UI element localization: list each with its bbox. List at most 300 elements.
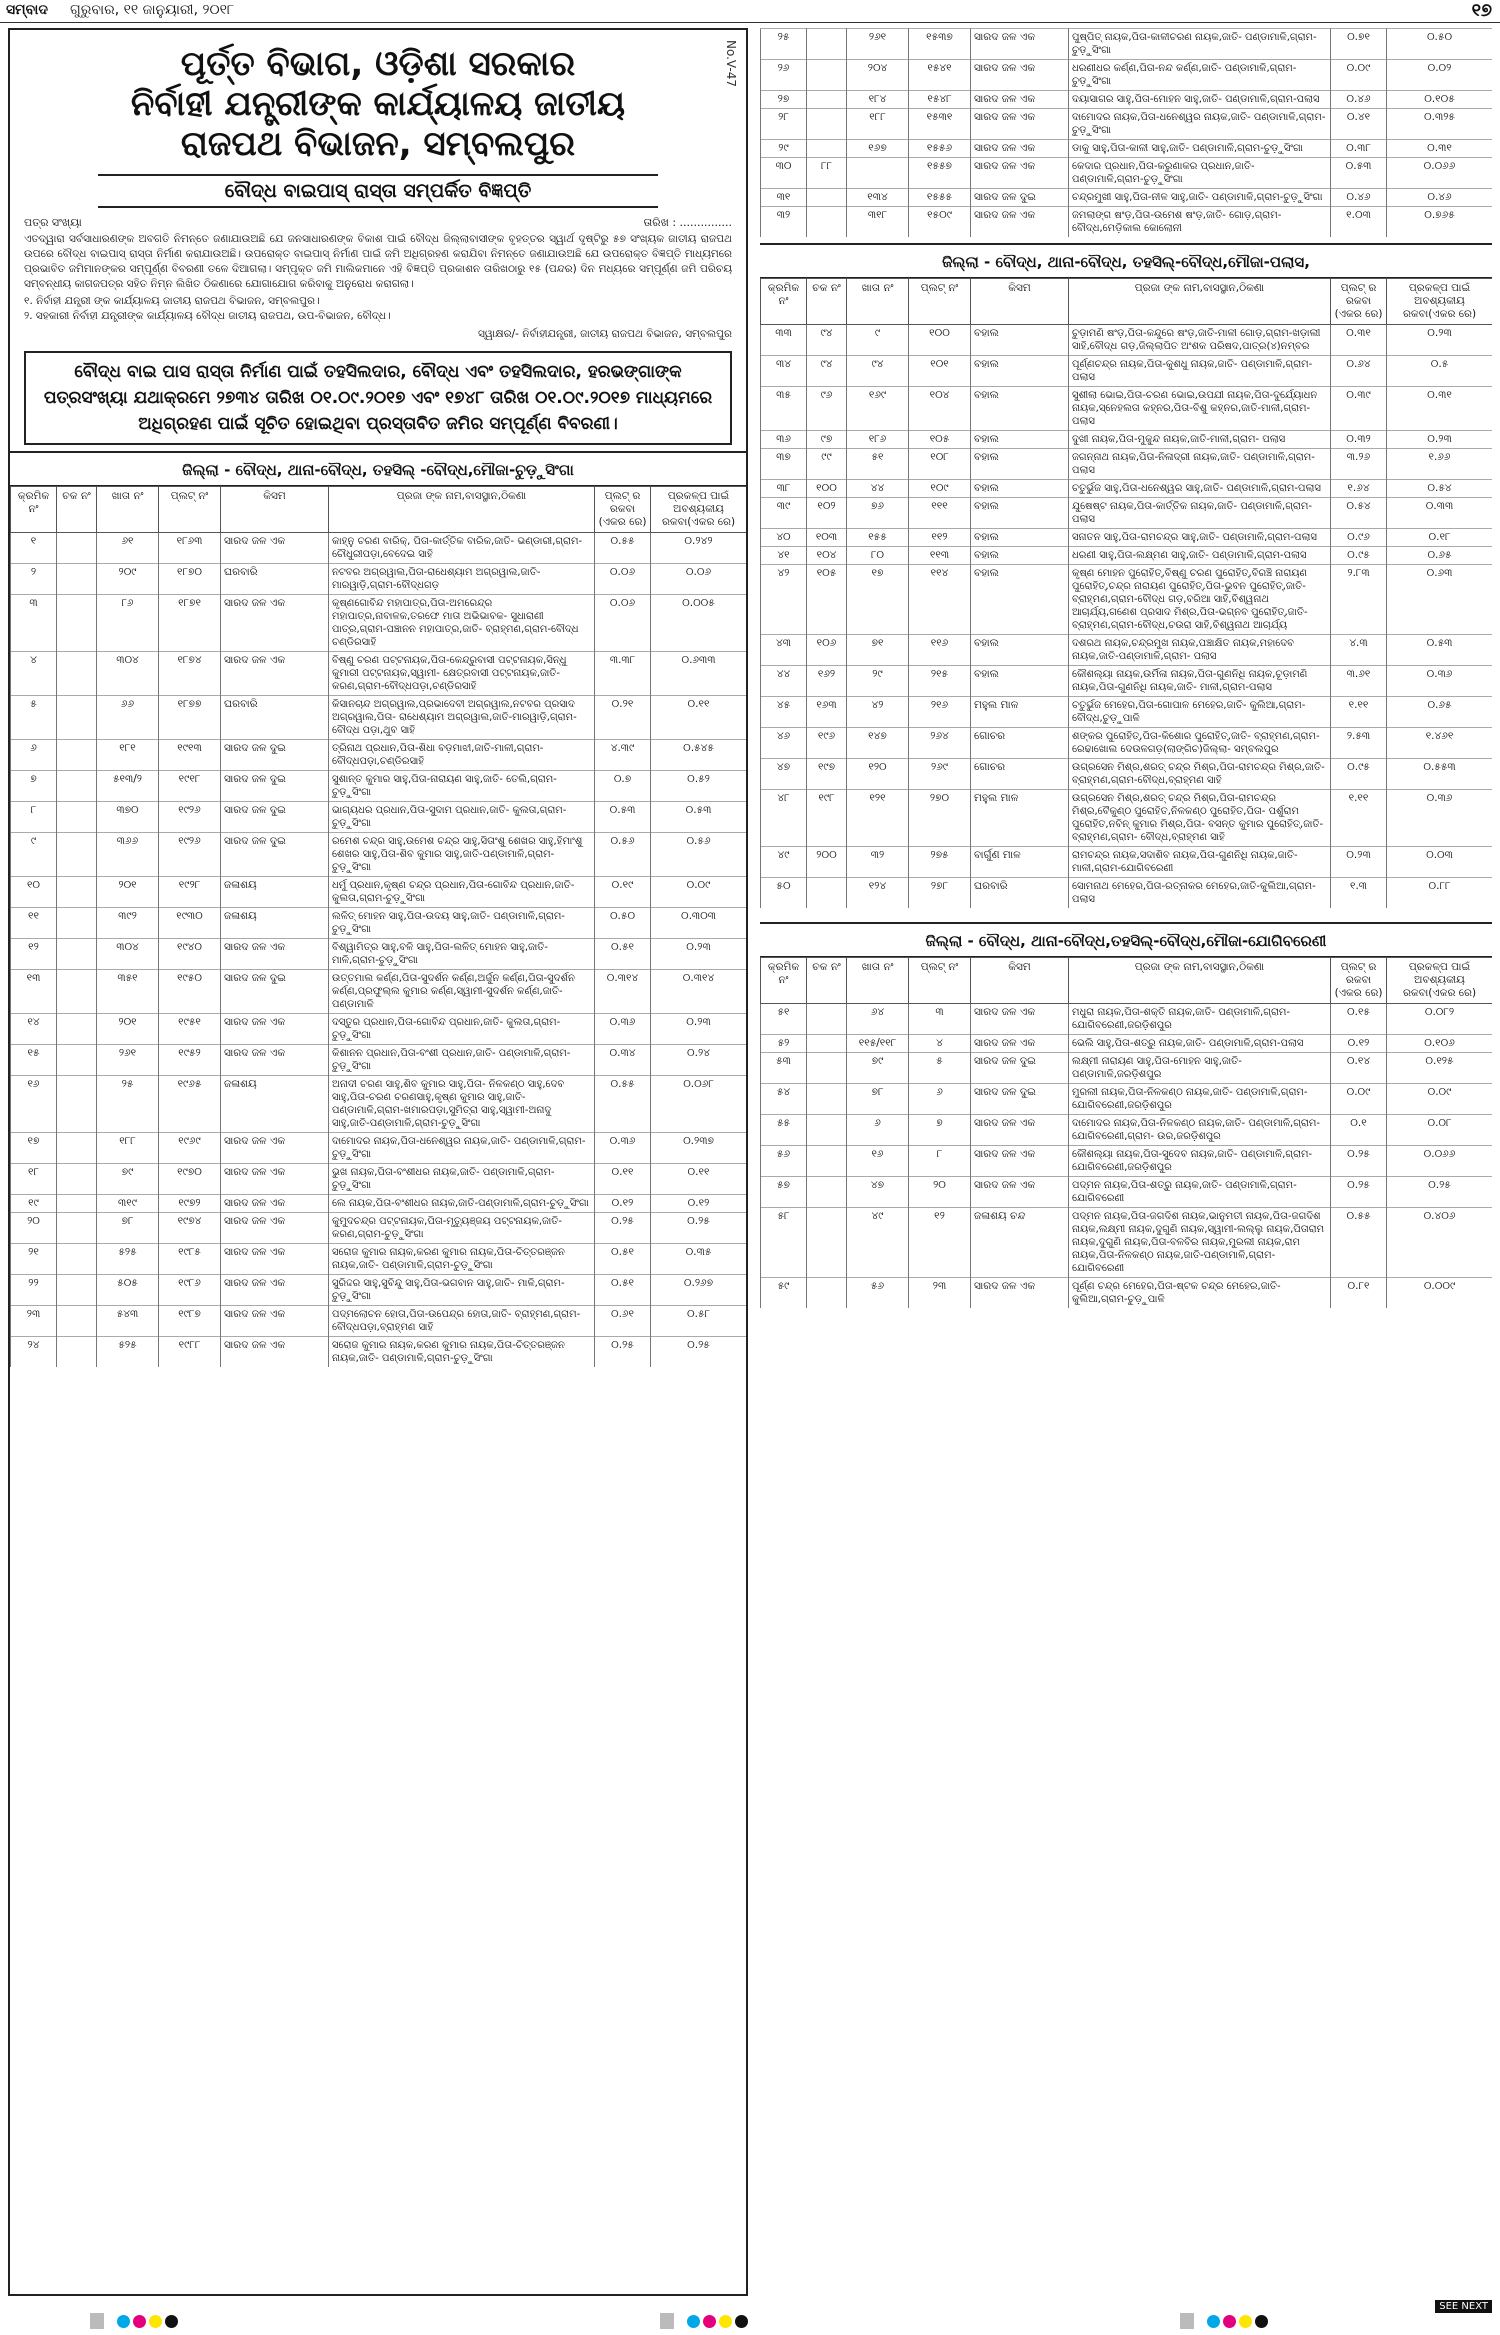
table-cell: ମୁରଲୀ ନାୟକ,ପିତା-ନିଳକଣ୍ଠ ନାୟକ,ଜାତି- ପଣ୍ଡାମାଳି,ଗ୍ରାମ-ଯୋଗିବରେଣୀ,ଜରଡ଼ିଶପୁର [1069, 1084, 1331, 1115]
section-title: ଜିଲ୍ଲା - ବୌଦ୍ଧ, ଥାନା-ବୌଦ୍ଧ,ତହସିଲ୍-ବୌଦ୍ଧ,ମୌଜା-ଯୋଗିବରେଣୀ [760, 922, 1492, 957]
table-cell: ୦.୧୨ [595, 1195, 651, 1213]
table-cell: ୨୬୧ [847, 29, 909, 60]
table-cell: ୦.୩୦୩ [651, 908, 747, 939]
table-cell: ୦.୩୬ [595, 1014, 651, 1045]
table-body [11, 533, 747, 1368]
table-cell: ୦.୩୮ [1331, 140, 1387, 158]
table-cell: ୦.୫୫୩ [1387, 759, 1493, 790]
table-row [11, 970, 747, 1014]
table-cell [807, 140, 847, 158]
table-cell: ୧୧୨ [909, 529, 971, 547]
table-cell: ୧୧୪ [909, 565, 971, 635]
table-cell: ୧୯୭୨ [159, 1195, 221, 1213]
table-cell [807, 1278, 847, 1309]
table-cell: ସରୋଜ କୁମାର ନାୟକ,କରଣ କୁମାର ନାୟକ,ପିତା-ଚିତ୍ତରଞ୍ଜନ ନାୟକ,ଜାତି- ପଣ୍ଡାମାଳି,ଗ୍ରାମ-ଚୁଡ଼ୁସିଂଗା [329, 1337, 595, 1368]
table-cell: ୦.୦୯ [1387, 1084, 1493, 1115]
table-cell: ସାରଦ ଜଳ ଏକ [971, 1035, 1069, 1053]
table-cell: ୧୩ [11, 970, 57, 1014]
column-header: ଚକ ନଂ [57, 487, 97, 533]
table-cell [57, 970, 97, 1014]
table-cell: ତ୍ରିନାଥ ପ୍ରଧାନ,ପିତା-ଶିଧା ବଡ଼ମାଝୀ,ଜାତି-ମାଳୀ,ଗ୍ରାମ-ବୌଦ୍ଧପଡ଼ା,ଚଣ୍ଡିରସାହି [329, 740, 595, 771]
table-cell: ୧୯୫୨ [159, 1045, 221, 1076]
table-cell: ସାରଦ ଜଳ ଏକ [971, 140, 1069, 158]
table-cell: ୧.୪୬୧ [1387, 728, 1493, 759]
table-body [761, 1004, 1493, 1309]
table-cell: ଜଳାଶୟ ଚନ୍ଦ [971, 1208, 1069, 1278]
table-cell: ଅନାଦୀ ଚରଣ ସାହୁ,ଶିବ କୁମାର ସାହୁ,ପିତା- ନିଳକଣ୍ଠ ସାହୁ,ଦେବ ସାହୁ,ପିତା-ଚରଣ ଚରଣସାହୁ,କୃଷ୍ଣ କୁମାର ସାହୁ,ଜାତି-ପଣ୍ଡାମାଳି,ଗ୍ରାମ-ଖମାରପଡ଼ା,ସୁମିତ୍ରା ସାହୁ,ସ୍ୱାମୀ-ଅନାଦୁ ସାହୁ,ଜାତି-ପଣ୍ଡାମାଳି,ଗ୍ରାମ-ଚୁଡ଼ୁସିଂଗା [329, 1076, 595, 1133]
table-cell: ୨୩ [11, 1306, 57, 1337]
table-cell: ସୁଶାନ୍ତ କୁମାର ସାହୁ,ପିତା-ନାରାୟଣ ସାହୁ,ଜାତି- ତେଲି,ଗ୍ରାମ-ଚୁଡ଼ୁସିଂଗା [329, 771, 595, 802]
table-cell: ନଟବର ଅଗ୍ରୱାଲ,ପିତା-ରାଧେଶ୍ୟାମ ଅଗ୍ରୱାଲ,ଜାତି-ମାରୱାଡ଼ି,ଗ୍ରାମ-ବୌଦ୍ଧଗଡ଼ [329, 564, 595, 595]
table-cell: ୧୯୪୦ [159, 939, 221, 970]
table-row [761, 449, 1493, 480]
table-cell: ବାର୍ଗୁଣ ମାଳ [971, 847, 1069, 878]
table-cell: ୦.୦୯ [651, 877, 747, 908]
table-cell [807, 189, 847, 207]
column-header: ପ୍ରକଳ୍ପ ପାଇଁ ଅବଶ୍ୟକୀୟ ରକବା(ଏକର ରେ) [1387, 958, 1493, 1004]
table-row [11, 652, 747, 696]
table-cell: ୫୨ [761, 1035, 807, 1053]
table-cell: ସାରଦ ଜଳ ଦୁଇ [971, 189, 1069, 207]
table-cell: ୨.୮୩ [1331, 565, 1387, 635]
black-dot [165, 2315, 178, 2328]
registration-square [1180, 2313, 1194, 2329]
table-cell: ୧୦୫ [909, 431, 971, 449]
table-cell: ୧୬୩ [807, 697, 847, 728]
table-cell: ୨୨ [11, 1275, 57, 1306]
table-cell: ୧୨୪ [847, 878, 909, 909]
table-cell [57, 1195, 97, 1213]
table-cell: ସାରଦ ଜଳ ଏକ [221, 1195, 329, 1213]
table-cell: ୦.୩୧୪ [595, 970, 651, 1014]
table-cell: ୦.୩୧ [1387, 140, 1493, 158]
table-cell: ଗୋଚର [971, 728, 1069, 759]
table-cell: ୦.୧୯ [595, 877, 651, 908]
table-cell: ୨୦୯ [97, 564, 159, 595]
table-cell: ବହାଲ [971, 666, 1069, 697]
table-cell: ୨୦୧ [97, 1014, 159, 1045]
table-cell: ୩୨ [761, 207, 807, 238]
table-cell: ୩୦୪ [97, 939, 159, 970]
table-cell: ସାରଦ ଜଳ ଦୁଇ [221, 771, 329, 802]
page-number: ୧୭ [1471, 0, 1492, 21]
table-row [761, 158, 1493, 189]
table-cell: ୧୭ [847, 565, 909, 635]
table-cell: ୦.୧୧ [651, 1164, 747, 1195]
table-cell: ୧୬ [847, 1146, 909, 1177]
table-cell: କୃଷ୍ଣଗୋବିନ୍ଦ ମହାପାତ୍ର,ପିତା-ଅମରେନ୍ଦ୍ର ମହାପାତ୍ର,ନାବାଳକ,ତରଫେ ମାତା ଅଭିଭାବକ- ସୁଧାରାଣୀ ପାତ୍ର,ଗ୍ରାମ-ପଞ୍ଚାନନ ମହାପାତ୍ର,ଜାତି- ବ୍ରାହ୍ମଣ,ଗ୍ରାମ-ବୌଦ୍ଧ ଚଣ୍ଡିରସାହି [329, 595, 595, 652]
table-row [11, 1164, 747, 1195]
table-cell: ୦.୩୪ [595, 1045, 651, 1076]
page-header [0, 0, 1500, 23]
table-cell: ୧୯୨୮ [159, 877, 221, 908]
table-cell: ୧୦୦ [909, 325, 971, 356]
table-cell: ସାରଦ ଜଳ ଏକ [971, 207, 1069, 238]
table-cell: ୦.୬୩ [1387, 565, 1493, 635]
table-cell: ୦.୮୧ [1331, 1278, 1387, 1309]
table-cell [807, 1146, 847, 1177]
table-cell: ୧୯୫୦ [159, 970, 221, 1014]
table-cell: ସାରଦ ଜଳ ଏକ [221, 1275, 329, 1306]
table-cell: ୦.୭୧ [1331, 29, 1387, 60]
table-row [761, 431, 1493, 449]
table-cell: ୬୧ [97, 533, 159, 564]
table-row [761, 387, 1493, 431]
table-cell: ଧରଣୀ ସାହୁ,ପିତା-ଲକ୍ଷ୍ମଣ ସାହୁ,ଜାତି- ପଣ୍ଡାମାଳି,ଗ୍ରାମ-ପଲାସ [1069, 547, 1331, 565]
table-cell: ୦.୦୬୮ [651, 1076, 747, 1133]
table-row [761, 666, 1493, 697]
table-cell: ୧୮୭୧ [159, 595, 221, 652]
table-row [11, 696, 747, 740]
table-cell: ୨୦୦ [807, 847, 847, 878]
table-cell: ୨୬୯ [909, 759, 971, 790]
table-cell: ୧୯୮୭ [159, 1306, 221, 1337]
table-cell: ୩୬୬ [97, 833, 159, 877]
table-cell: ୨୦ [11, 1213, 57, 1244]
table-row [11, 1014, 747, 1045]
table-cell: ୮୮ [807, 158, 847, 189]
table-cell: ଜଳାଶୟ [221, 877, 329, 908]
table-cell: ସାରଦ ଜଳ ଏକ [221, 1244, 329, 1275]
table-cell: ଚତୁର୍ଭୁଜ ମେହେର,ପିତା-ଗୋପାଳ ମେହେର,ଜାତି- କୁଲିଆ,ଗ୍ରାମ-ବୌଦ୍ଧ,ଚୁଡ଼ୁପାଳି [1069, 697, 1331, 728]
magenta-dot [703, 2315, 716, 2328]
table-cell [57, 833, 97, 877]
table-cell: ୦.୫୨ [651, 771, 747, 802]
table-cell: ସାରଦ ଜଳ ଏକ [971, 109, 1069, 140]
table-cell: ୩.୬୧ [1331, 666, 1387, 697]
table-cell: ୧୩୪ [847, 189, 909, 207]
table-row [11, 740, 747, 771]
table-cell: ସୋମନାଥ ମେହେର,ପିତା-ରତ୍ନାକର ମେହେର,ଜାତି-କୁଲିଆ,ଗ୍ରାମ-ପଲାସ [1069, 878, 1331, 909]
column-header: କିସମ [221, 487, 329, 533]
table-cell: ବହାଲ [971, 431, 1069, 449]
land-table [760, 957, 1492, 1308]
table-cell: ୦.୦୮୨ [1387, 1004, 1493, 1035]
table-cell: ୧୨୦ [847, 759, 909, 790]
table-row [761, 547, 1493, 565]
table-cell: ମହୁଲ ମାଳ [971, 790, 1069, 847]
table-cell: ୨୭୦ [909, 790, 971, 847]
cyan-dot [117, 2315, 130, 2328]
table-cell: ୦.୨୫ [595, 1213, 651, 1244]
table-row [761, 697, 1493, 728]
table-cell: ୫୫ [761, 1115, 807, 1146]
black-dot [735, 2315, 748, 2328]
table-column [760, 28, 1492, 2296]
column-header: ପ୍ଲଟ୍ ର ରକବା (ଏକର ରେ) [1331, 958, 1387, 1004]
table-cell: ୧୯୮୫ [159, 1244, 221, 1275]
table-cell: ବିଶ୍ୱାମିତ୍ର ସାହୁ,ବଳି ସାହୁ,ପିତା-ଲଳିତ୍ ମୋହନ ସାହୁ,ଜାତି-ମାଳି,ଗ୍ରାମ-ଚୁଡ଼ୁସିଂଗା [329, 939, 595, 970]
table-cell: ୧୨୧ [847, 790, 909, 847]
table-cell: ରାମଚନ୍ଦ୍ର ନାୟକ,ସଦାଶିବ ନାୟକ,ପିତା-ଗୁଣନିଧି ନାୟକ,ଜାତି- ମାଳୀ,ଗ୍ରାମ-ଯୋଗିବରେଣୀ [1069, 847, 1331, 878]
table-cell: ୧୫୪୮ [909, 91, 971, 109]
section-title: ଜିଲ୍ଲା - ବୌଦ୍ଧ, ଥାନା-ବୌଦ୍ଧ, ତହସିଲ୍-ବୌଦ୍ଧ,ମୌଜା-ପଲାସ, [760, 243, 1492, 278]
table-cell: ୦.୦୦୯ [1387, 1278, 1493, 1309]
table-cell: ପଦ୍ମନ ନାୟକ,ପିତା-ଜଗଦିଶ ନାୟକ,ଭାନୁମତୀ ନାୟକ,ପିତା-ଜଗଦିଶ ନାୟକ,ଲକ୍ଷ୍ମୀ ନାୟକ,ଦୁଗୁଣି ନାୟକ,ସ୍ୱାମୀ-ଲଲ୍ଲୁ ନାୟକ,ପିତାରାମ ନାୟକ,ଦୁଗୁଣି ନାୟକ,ପିତା-ବଳବିର ନାୟକ,ମୁରଲୀ ନାୟକ,ରାମ ନାୟକ,ପିତା-ନିଳକଣ୍ଠ ନାୟକ,ଜାତି-ପଣ୍ଡାମାଳି,ଗ୍ରାମ-ଯୋଗିବରେଣୀ [1069, 1208, 1331, 1278]
table-cell: ଭାଗ୍ୟଧର ପ୍ରଧାନ,ପିତା-ସୁଦାମ ପ୍ରଧାନ,ଜାତି- କୁଲତା,ଗ୍ରାମ-ଚୁଡ଼ୁସିଂଗା [329, 802, 595, 833]
table-cell: ମଧୁରା ନାୟକ,ପିତା-ଶକ୍ତି ନାୟକ,ଜାତି- ପଣ୍ଡାମାଳି,ଗ୍ରାମ-ଯୋଗିବରେଣୀ,ଜରଡ଼ିଶପୁର [1069, 1004, 1331, 1035]
table-body [761, 29, 1493, 238]
signature: ସ୍ୱାକ୍ଷର/- ନିର୍ବାହୀଯନ୍ତ୍ରୀ, ଜାତୀୟ ରାଜପଥ ବିଭାଜନ, ସମ୍ବଲପୁର [478, 328, 732, 340]
table-cell: ୦.୬୪ [1331, 356, 1387, 387]
table-cell: ୫୧ [761, 1004, 807, 1035]
table-cell: ଗୋଚର [971, 759, 1069, 790]
table-cell: ୧୫ [11, 1045, 57, 1076]
table-cell: ପୁଷ୍ପିତ୍ ନାୟକ,ପିତା-କାଳୀଚରଣ ନାୟକ,ଜାତି- ପଣ୍ଡାମାଳି,ଗ୍ରାମ-ଚୁଡ଼ୁସିଂଗା [1069, 29, 1331, 60]
address-item: ୨. ସହକାରୀ ନିର୍ବାହୀ ଯନ୍ତ୍ରୀଙ୍କ କାର୍ଯ୍ୟାଳୟ ବୌଦ୍ଧ ଜାତୀୟ ରାଜପଥ, ଉପ-ବିଭାଜନ, ବୌଦ୍ଧ। [24, 310, 391, 322]
table-cell: ଭେଲି ସାହୁ,ପିତା-ଶତ୍ରୁ ନାୟକ,ଜାତି- ପଣ୍ଡାମାଳି,ଗ୍ରାମ-ପଲାସ [1069, 1035, 1331, 1053]
table-cell: ୪୭ [761, 759, 807, 790]
magenta-dot [133, 2315, 146, 2328]
table-cell: ୦.୫୩ [595, 802, 651, 833]
table-cell: ୧୦୯ [909, 480, 971, 498]
table-cell: ୧୫୪୧ [909, 60, 971, 91]
yellow-dot [719, 2315, 732, 2328]
table-row [11, 1076, 747, 1133]
table-cell: ୧୦୨ [807, 498, 847, 529]
table-cell: ଉଗ୍ରସେନ ମିଶ୍ର,ଶରତ୍ ଚନ୍ଦ୍ର ମିଶ୍ର,ପିତା-ରାମଚନ୍ଦ୍ର ମିଶ୍ର,ଜାତି-ବ୍ରାହ୍ମଣ,ଗ୍ରାମ-ବୌଦ୍ଧ,ବ୍ରାହ୍ମଣ ସାହି [1069, 759, 1331, 790]
table-cell: ୨୦୪ [847, 60, 909, 91]
table-row [761, 790, 1493, 847]
notice-heading [10, 30, 746, 164]
table-cell: ୧୧୩ [909, 547, 971, 565]
table-cell [807, 60, 847, 91]
table-cell: କୁମୁଦଚନ୍ଦ୍ର ପଟ୍ଟନାୟକ,ପିତା-ମୃତ୍ୟୁଞ୍ଜୟ ପଟ୍ଟନାୟକ,ଜାତି-କରଣ,ଗ୍ରାମ-ଚୁଡ଼ୁସିଂଗା [329, 1213, 595, 1244]
table-cell: ୨୭ [761, 91, 807, 109]
column-header: ଚକ ନଂ [807, 958, 847, 1004]
column-header: କ୍ରମିକ ନଂ [761, 279, 807, 325]
table-cell: ୭୬ [847, 498, 909, 529]
table-cell: ୩୯୨ [97, 908, 159, 939]
table-row [761, 480, 1493, 498]
table-cell [807, 91, 847, 109]
table-cell: ଦୁଖୀ ନାୟକ,ପିତା-ମୁକୁନ୍ଦ ନାୟକ,ଜାତି-ମାଳୀ,ଗ୍ରାମ- ପଲାସ [1069, 431, 1331, 449]
table-cell: ୩୧୯ [97, 1195, 159, 1213]
table-cell: ୫୨୫ [97, 1337, 159, 1368]
table-cell: ୩୬ [761, 431, 807, 449]
table-cell: ବହାଲ [971, 480, 1069, 498]
registration-square [90, 2313, 104, 2329]
table-cell: ୪୬ [761, 728, 807, 759]
column-header: ପ୍ଲଟ୍ ନଂ [909, 279, 971, 325]
table-row [761, 1278, 1493, 1309]
table-cell: ୦.୧୨୫ [1387, 1053, 1493, 1084]
table-row [761, 1146, 1493, 1177]
table-cell [57, 1133, 97, 1164]
table-cell: ସାରଦ ଜଳ ଏକ [221, 533, 329, 564]
table-cell: ୮ [11, 802, 57, 833]
table-cell: ୧୮୧ [97, 740, 159, 771]
table-row [761, 1035, 1493, 1053]
table-cell [807, 1177, 847, 1208]
cyan-dot [687, 2315, 700, 2328]
table-cell: ୩ [11, 595, 57, 652]
table-cell: ୧୦୫ [807, 565, 847, 635]
table-cell: ୦.୦୬ [651, 564, 747, 595]
table-cell: ୨୭୮ [909, 878, 971, 909]
table-cell: ୦.୨୩ [1387, 325, 1493, 356]
table-cell: ୫୩ [761, 1053, 807, 1084]
table-cell: ୨୮ [761, 109, 807, 140]
table-cell: ଦସ୍ତୁର ପ୍ରଧାନ,ପିତା-ଗୋବିନ୍ଦ ପ୍ରଧାନ,ଜାତି- କୁଲତା,ଗ୍ରାମ-ଚୁଡ଼ୁସିଂଗା [329, 1014, 595, 1045]
table-cell: ବହାଲ [971, 498, 1069, 529]
table-cell: ୦.୫୪୫ [651, 740, 747, 771]
table-cell: ଜମଲାଙ୍ଗ ଷଂଡ଼,ପିତା-ଉମେଶ ଷଂଡ଼,ଜାତି- ଗୋଡ଼,ଗ୍ରାମ-ବୌଦ୍ଧ,ମେଡ଼ିକାଲ କୋଲୋନୀ [1069, 207, 1331, 238]
table-cell [807, 1084, 847, 1115]
table-cell: ୩୫୧ [97, 970, 159, 1014]
land-table [760, 278, 1492, 908]
table-cell: ସାରଦ ଜଳ ଏକ [221, 1213, 329, 1244]
table-cell: ୦.୦୦୫ [651, 595, 747, 652]
table-cell: ୧୮୭୭ [159, 696, 221, 740]
table-cell: ୧.୩ [1331, 878, 1387, 909]
table-cell: ୧୦ [11, 877, 57, 908]
table-row [11, 1337, 747, 1368]
table-cell: ଚତୁର୍ଭୁଜ ସାହୁ,ପିତା-ଧନେଶ୍ୱର ସାହୁ,ଜାତି- ପଣ୍ଡାମାଳି,ଗ୍ରାମ-ପଲାସ [1069, 480, 1331, 498]
table-cell: ୪୮ [761, 790, 807, 847]
table-cell: ୨୧୫ [909, 666, 971, 697]
table-cell: ୧୫୫ [847, 529, 909, 547]
table-cell: ଘରବାରି [221, 564, 329, 595]
table-header [761, 279, 1493, 325]
table-cell [807, 109, 847, 140]
table-cell: ଧର୍ମୁ ପ୍ରଧାନ,କୃଷ୍ଣ ଚନ୍ଦ୍ର ପ୍ରଧାନ,ପିତା-ଗୋବିନ୍ଦ ପ୍ରଧାନ,ଜାତି-କୁଲତା,ଗ୍ରାମ-ଚୁଡ଼ୁସିଂଗା [329, 877, 595, 908]
table-cell: ୪୨ [847, 697, 909, 728]
table-cell: ୧.୧୧ [1331, 697, 1387, 728]
table-cell: ୦.୫୮ [651, 1306, 747, 1337]
table-cell: ୧୮ [11, 1164, 57, 1195]
table-cell: ୦.୨୫ [1387, 1177, 1493, 1208]
table-cell: ୧୦୬ [807, 635, 847, 666]
table-cell: ୧.୬୪ [1331, 480, 1387, 498]
table-cell: ୩୧ [761, 189, 807, 207]
table-cell: କେଦାର ପ୍ରଧାନ,ପିତା-କରୁଣାକର ପ୍ରଧାନ,ଜାତି- ପଣ୍ଡାମାଳି,ଗ୍ରାମ-ଚୁଡ଼ୁସିଂଗା [1069, 158, 1331, 189]
table-header [11, 487, 747, 533]
cyan-dot [1207, 2315, 1220, 2328]
table-cell: ୨୧ [11, 1244, 57, 1275]
table-cell [57, 1244, 97, 1275]
table-cell: ସାରଦ ଜଳ ଏକ [221, 1133, 329, 1164]
table-cell: ୨୬ [761, 60, 807, 91]
table-row [11, 595, 747, 652]
table-cell: ୧୪ [11, 1014, 57, 1045]
table-cell [57, 908, 97, 939]
table-cell: ୫୦୫ [97, 1275, 159, 1306]
table-cell: ୯ [847, 325, 909, 356]
table-cell: ୦.୩୬ [595, 1133, 651, 1164]
table-cell: ସାରଦ ଜଳ ଦୁଇ [221, 740, 329, 771]
table-cell: ୮୦ [847, 547, 909, 565]
table-row [11, 908, 747, 939]
table-cell: ବହାଲ [971, 449, 1069, 480]
column-header: ପ୍ରକଳ୍ପ ପାଇଁ ଅବଶ୍ୟକୀୟ ରକବା(ଏକର ରେ) [651, 487, 747, 533]
table-row [11, 533, 747, 564]
table-cell: ଉତ୍ତମାଲ କର୍ଣ୍ଣ,ପିତା-ସୁଦର୍ଶନ କର୍ଣ୍ଣ,ଅର୍ଜୁନ କର୍ଣ୍ଣ,ପିତା-ସୁଦର୍ଶନ କର୍ଣ୍ଣ,ପ୍ରଫୁଲ୍ଲ କୁମାର କର୍ଣ୍ଣ,ସ୍ୱାମୀ-ସୁଦର୍ଶନ କର୍ଣ୍ଣ,ଜାତି-ପଣ୍ଡାମାଳି [329, 970, 595, 1014]
table-cell: ୦.୨୫ [651, 1337, 747, 1368]
table-cell: ୦.୦୬୬ [1387, 1146, 1493, 1177]
table-cell: ୦.୯୬ [1331, 529, 1387, 547]
table-cell: ୫୮ [761, 1208, 807, 1278]
table-cell: ୦.୨୩୭ [651, 1133, 747, 1164]
table-cell: ୫ [909, 1053, 971, 1084]
table-cell: ୧୫୫୬ [909, 140, 971, 158]
table-cell: ୧୦୩ [807, 529, 847, 547]
table-cell: ଉଗ୍ରସେନ ମିଶ୍ର,ଶରତ୍ ଚନ୍ଦ୍ର ମିଶ୍ର,ପିତା-ରାମଚନ୍ଦ୍ର ମିଶ୍ର,ବୈକୁଣ୍ଠ ପୁରୋହିତ,ନିଳକଣ୍ଠ ପୁରୋହିତ,ପିତା- ପର୍ଶୁରାମ ପୁରୋହିତ,ନବିନ୍ କୁମାର ମିଶ୍ର,ପିତା- ବସନ୍ତ କୁମାର ପୁରୋହିତ୍,ଜାତି-ବ୍ରାହ୍ମଣ,ଗ୍ରାମ- ବୌଦ୍ଧ,ବ୍ରାହ୍ମଣ ସାହି [1069, 790, 1331, 847]
table-cell: ୭୧ [847, 635, 909, 666]
yellow-dot [149, 2315, 162, 2328]
table-cell [57, 652, 97, 696]
notice-subject: ବୌଦ୍ଧ ବାଇପାସ୍ ରାସ୍ତା ସମ୍ପର୍କିତ ବିଜ୍ଞପ୍ତି [98, 174, 658, 208]
table-cell: ୦.୪୬ [1387, 189, 1493, 207]
table-cell: କୌଶଲ୍ୟା ନାୟକ,ପିତା-ସୁଦେବ ନାୟକ,ଜାତି- ପଣ୍ଡାମାଳି,ଗ୍ରାମ-ଯୋଗିବରେଣୀ,ଜରଡ଼ିଶପୁର [1069, 1146, 1331, 1177]
table-cell: ୩୮ [761, 480, 807, 498]
table-cell: ଜଳାଶୟ [221, 1076, 329, 1133]
registration-marks [660, 2312, 748, 2330]
table-cell: ୩୧୮ [847, 207, 909, 238]
table-cell: ୫୪୩ [97, 1306, 159, 1337]
table-cell: ୭ [11, 771, 57, 802]
table-cell: ୧୮୪ [847, 91, 909, 109]
table-cell: ୩୯ [761, 498, 807, 529]
table-cell: ପୂର୍ଣ୍ଣ ଚନ୍ଦ୍ର ମେହେର,ପିତା-ଷ୍ଟକ ଚନ୍ଦ୍ର ମେହେର,ଜାତି- କୁଲିଆ,ଗ୍ରାମ-ଚୁଡ଼ୁପାଳି [1069, 1278, 1331, 1309]
table-cell: ୧୯୭୦ [159, 1164, 221, 1195]
table-cell: ୦.୨୧ [595, 696, 651, 740]
table-cell: ବହାଲ [971, 547, 1069, 565]
table-cell: ୧୦୪ [807, 547, 847, 565]
table-cell: ୦.୫୪ [1387, 480, 1493, 498]
table-row [761, 356, 1493, 387]
table-cell: ୧୯୧୩ [159, 740, 221, 771]
table-cell: ୦.୧୫ [1331, 1004, 1387, 1035]
table-cell: ବହାଲ [971, 565, 1069, 635]
table-cell: ବହାଲ [971, 356, 1069, 387]
masthead: ସମ୍ବାଦ [6, 2, 48, 18]
table-cell: ୦.୩୯ [1331, 387, 1387, 431]
table-cell [57, 939, 97, 970]
table-cell: କିସାନଚାନ୍ଦ ଅଗ୍ରୱାଲ,ପ୍ରଭାଦେବୀ ଅଗ୍ରୱାଲ,ନଟବର ପ୍ରସାଦ ଅଗ୍ରୱାଲ,ପିତା- ରାଧେଶ୍ୟାମ ଅଗ୍ରୱାଲ,ଜାତି-ମାରୱାଡ଼ି,ଗ୍ରାମ-ବୌଦ୍ଧ ପଡ଼ା,ଥୁବ ସାହି [329, 696, 595, 740]
table-cell: ୧୧୬ [909, 635, 971, 666]
table-cell: ସାରଦ ଜଳ ଦୁଇ [971, 1053, 1069, 1084]
table-cell: ୦.୫୦ [595, 908, 651, 939]
table-cell: ଧରଣୀଧର କର୍ଣ୍ଣ,ପିତା-ନନ୍ଦ କର୍ଣ୍ଣ,ଜାତି- ପଣ୍ଡାମାଳି,ଗ୍ରାମ-ଚୁଡ଼ୁସିଂଗା [1069, 60, 1331, 91]
table-cell: ସାରଦ ଜଳ ଏକ [971, 1004, 1069, 1035]
table-row [11, 1045, 747, 1076]
table-cell: ୬୪ [847, 1004, 909, 1035]
table-cell: ସାରଦ ଜଳ ଏକ [221, 1045, 329, 1076]
table-cell: ଜଗନ୍ନାଥ ନାୟକ,ପିତା-ନିଳାଦ୍ରୀ ନାୟକ,ଜାତି- ପଣ୍ଡାମାଳି,ଗ୍ରାମ-ପଲାସ [1069, 449, 1331, 480]
table-row [11, 877, 747, 908]
table-cell: ସାରଦ ଜଳ ଏକ [971, 1115, 1069, 1146]
table-row [11, 1133, 747, 1164]
table-cell: ୦.୬୫ [1387, 547, 1493, 565]
table-cell: କୃଷ୍ଣ ମୋହନ ପୁରୋହିତ୍,ବିଷ୍ଣୁ ଚରଣ ପୁରୋହିତ୍,ବିରଞ୍ଚି ନାରାୟଣ ପୁରୋହିତ୍,ଚନ୍ଦ୍ର ନାରାୟଣ ପୁରୋହିତ୍,ପିତା-ଭୁବନ ପୁରୋହିତ୍,ଜାତି- ବ୍ରାହ୍ମଣ,ଗ୍ରାମ-ବୌଦ୍ଧ ଗଡ଼,ବରିଆ ସାହି,ବିଶ୍ୱନାଥ ଆଚାର୍ଯ୍ୟ,ଗଣେଶ ପ୍ରସାଦ ମିଶ୍ର,ପିତା-ଭଗ୍ନବ ପୁରୋହିତ୍,ଜାତି-ବ୍ରାହ୍ମଣ,ଗ୍ରାମ-ବୌଦ୍ଧ,ଚଉରା ସାହି,ବିଶ୍ୱନାଥ ଆଚାର୍ଯ୍ୟ [1069, 565, 1331, 635]
table-cell: ସାରଦ ଜଳ ଏକ [221, 595, 329, 652]
table-cell: ୧୯୩୦ [159, 908, 221, 939]
table-cell [57, 696, 97, 740]
table-cell: ୧୪୭ [847, 728, 909, 759]
table-cell: ୦.୫୩ [1331, 158, 1387, 189]
table-cell: ୪୦ [761, 529, 807, 547]
table-cell: ୩.୨୬ [1331, 449, 1387, 480]
table-cell: ୦.୫୧ [595, 1275, 651, 1306]
table-cell: ଭୁଖ ନାୟକ,ପିତା-ବଂଶୀଧର ନାୟକ,ଜାତି- ପଣ୍ଡାମାଳି,ଗ୍ରାମ-ଚୁଡ଼ୁସିଂଗା [329, 1164, 595, 1195]
black-dot [1255, 2315, 1268, 2328]
table-cell: ୮ [909, 1146, 971, 1177]
table-cell: ୧୨ [909, 1208, 971, 1278]
table-row [761, 728, 1493, 759]
table-cell: ସନାତନ ସାହୁ,ପିତା-ରାମଚନ୍ଦ୍ର ସାହୁ,ଜାତି- ପଣ୍ଡାମାଳି,ଗ୍ରାମ-ପଲାସ [1069, 529, 1331, 547]
table-cell: ୧୫୦୯ [909, 207, 971, 238]
